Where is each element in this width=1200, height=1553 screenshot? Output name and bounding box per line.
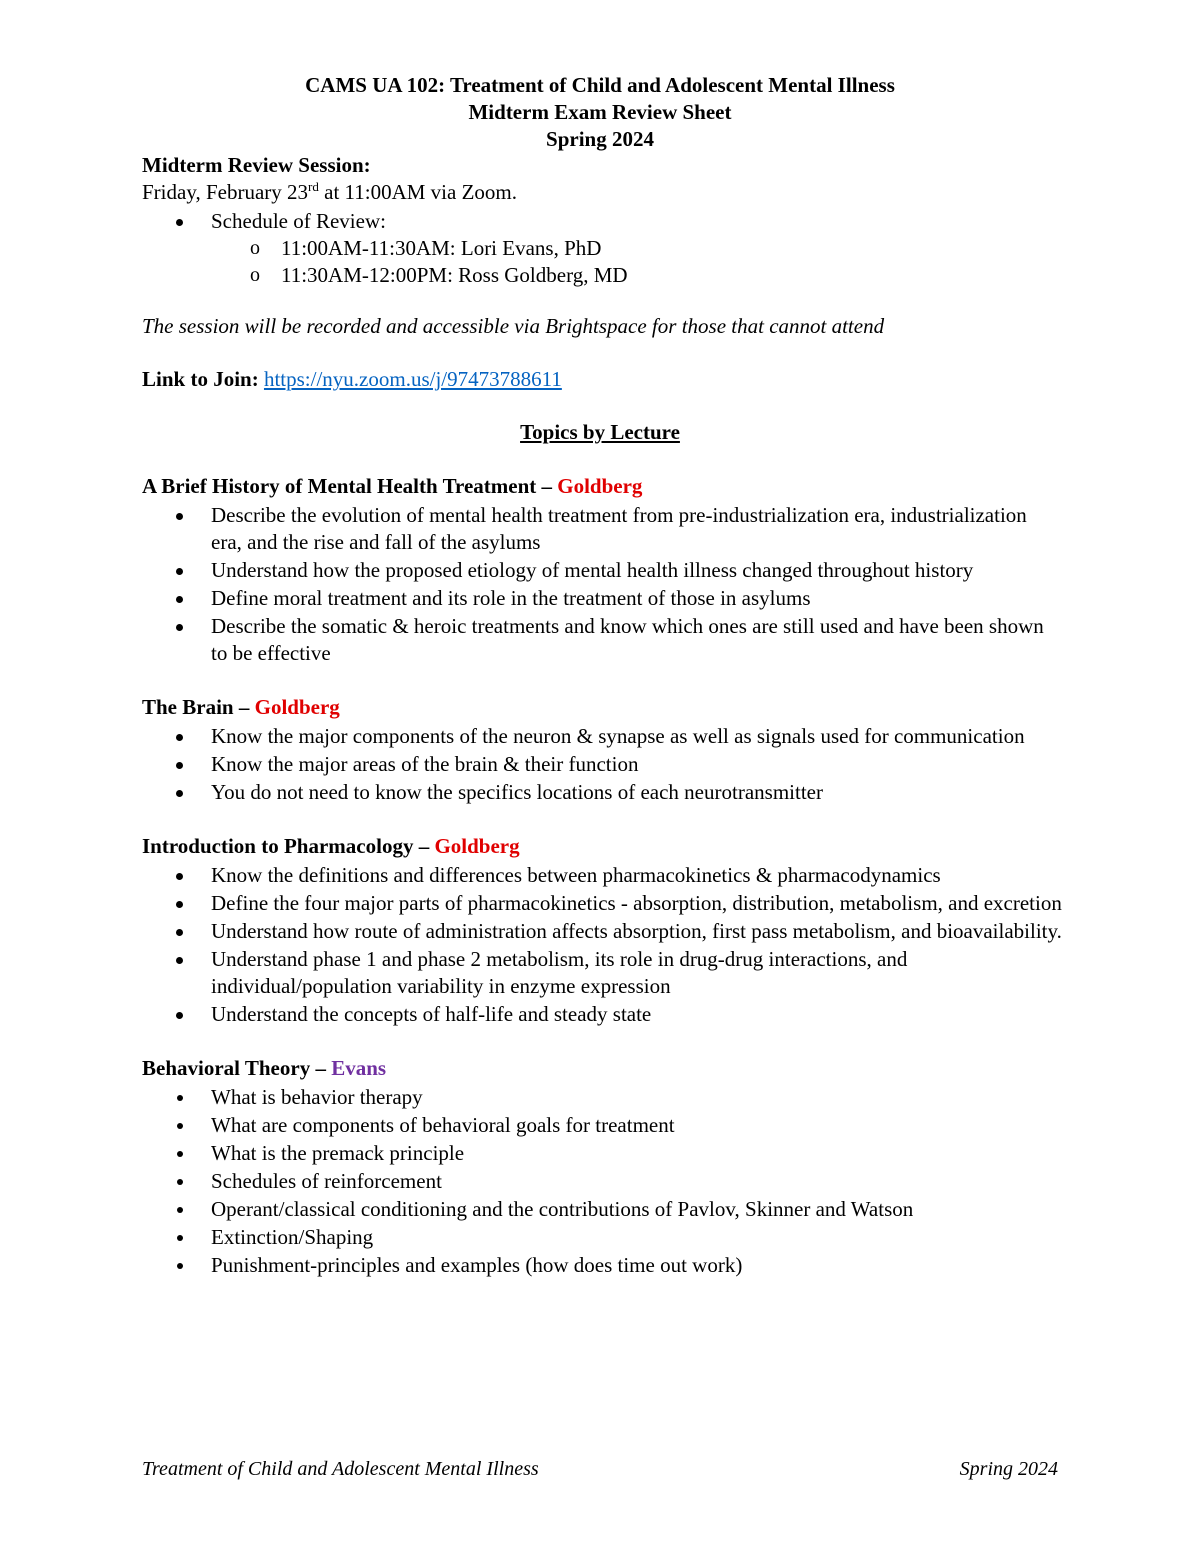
- section-lecturer: Goldberg: [434, 834, 520, 858]
- section-title-text: The Brain –: [142, 695, 255, 719]
- section-bullet-item: Define the four major parts of pharmacokinetics - absorption, distribution, metabolism, and excretion: [142, 890, 1062, 917]
- recording-note: The session will be recorded and accessible via Brightspace for those that cannot attend: [142, 314, 885, 338]
- topic-section: [142, 1055, 1062, 1279]
- section-bullet-item: What is the premack principle: [142, 1140, 1062, 1167]
- topic-sections: [142, 473, 1062, 1279]
- section-lecturer: Goldberg: [254, 695, 340, 719]
- section-bullet-item: Know the major components of the neuron & synapse as well as signals used for communication: [142, 723, 1062, 750]
- topic-section: [142, 473, 1062, 667]
- section-bullet-item: Describe the evolution of mental health treatment from pre-industrialization era, industrialization era, and the rise and fall of the asylums: [142, 502, 1062, 556]
- zoom-link[interactable]: https://nyu.zoom.us/j/97473788611: [263, 367, 562, 391]
- review-date-suffix: rd: [308, 179, 319, 194]
- section-bullet-item: Understand the concepts of half-life and steady state: [142, 1001, 1062, 1028]
- section-bullet-item: You do not need to know the specifics locations of each neurotransmitter: [142, 779, 1062, 806]
- section-title-text: Introduction to Pharmacology –: [142, 834, 435, 858]
- title-block: [0, 72, 1200, 153]
- section-bullet-item: Operant/classical conditioning and the contributions of Pavlov, Skinner and Watson: [142, 1196, 1062, 1223]
- section-bullet-list: [142, 1084, 1062, 1279]
- section-title-text: A Brief History of Mental Health Treatment –: [142, 474, 558, 498]
- document-body: [142, 152, 1062, 1280]
- section-title: [142, 1055, 1062, 1082]
- join-link-label: Link to Join:: [142, 367, 259, 391]
- section-title-text: Behavioral Theory –: [142, 1056, 332, 1080]
- schedule-slot: o 11:30AM-12:00PM: Ross Goldberg, MD: [142, 262, 1062, 289]
- topics-heading: Topics by Lecture: [520, 420, 680, 444]
- section-title: [142, 473, 1062, 500]
- topic-section: [142, 694, 1062, 806]
- section-bullet-item: Know the definitions and differences between pharmacokinetics & pharmacodynamics: [142, 862, 1062, 889]
- review-session-date: [142, 179, 1062, 206]
- schedule-sublist: [211, 235, 1062, 289]
- section-bullet-item: Know the major areas of the brain & their function: [142, 751, 1062, 778]
- section-bullet-item: Understand phase 1 and phase 2 metabolism, its role in drug-drug interactions, and individual/population variability in enzyme expression: [142, 946, 1062, 1000]
- section-lecturer: Evans: [331, 1056, 387, 1080]
- course-title: CAMS UA 102: Treatment of Child and Adolescent Mental Illness: [305, 73, 895, 97]
- section-bullet-item: Understand how the proposed etiology of mental health illness changed throughout history: [142, 557, 1062, 584]
- section-bullet-item: What is behavior therapy: [142, 1084, 1062, 1111]
- section-bullet-item: What are components of behavioral goals for treatment: [142, 1112, 1062, 1139]
- section-title: [142, 694, 1062, 721]
- review-date-rest: at 11:00AM via Zoom.: [318, 180, 517, 204]
- section-bullet-list: [142, 723, 1062, 806]
- schedule-item: [142, 208, 1062, 289]
- join-link-line: [142, 366, 1062, 393]
- section-bullet-item: Describe the somatic & heroic treatments and know which ones are still used and have been shown to be effective: [142, 613, 1062, 667]
- section-bullet-item: Define moral treatment and its role in the treatment of those in asylums: [142, 585, 1062, 612]
- section-bullet-list: [142, 862, 1062, 1028]
- section-bullet-list: [142, 502, 1062, 667]
- section-lecturer: Goldberg: [557, 474, 643, 498]
- schedule-list: [142, 208, 1062, 289]
- topic-section: [142, 833, 1062, 1028]
- section-bullet-item: Extinction/Shaping: [142, 1224, 1062, 1251]
- footer-term: Spring 2024: [959, 1458, 1058, 1480]
- review-session-label: Midterm Review Session:: [142, 153, 371, 177]
- review-date-prefix: Friday, February 23: [142, 180, 309, 204]
- document-subtitle: Midterm Exam Review Sheet: [468, 100, 732, 124]
- section-bullet-item: Understand how route of administration affects absorption, first pass metabolism, and bioavailability.: [142, 918, 1062, 945]
- section-bullet-item: Punishment-principles and examples (how does time out work): [142, 1252, 1062, 1279]
- section-title: [142, 833, 1062, 860]
- schedule-label: Schedule of Review:: [211, 209, 386, 233]
- section-bullet-item: Schedules of reinforcement: [142, 1168, 1062, 1195]
- footer-course: Treatment of Child and Adolescent Mental Illness: [142, 1458, 539, 1480]
- term-label: Spring 2024: [546, 127, 654, 151]
- schedule-slot: o 11:00AM-11:30AM: Lori Evans, PhD: [142, 235, 1062, 262]
